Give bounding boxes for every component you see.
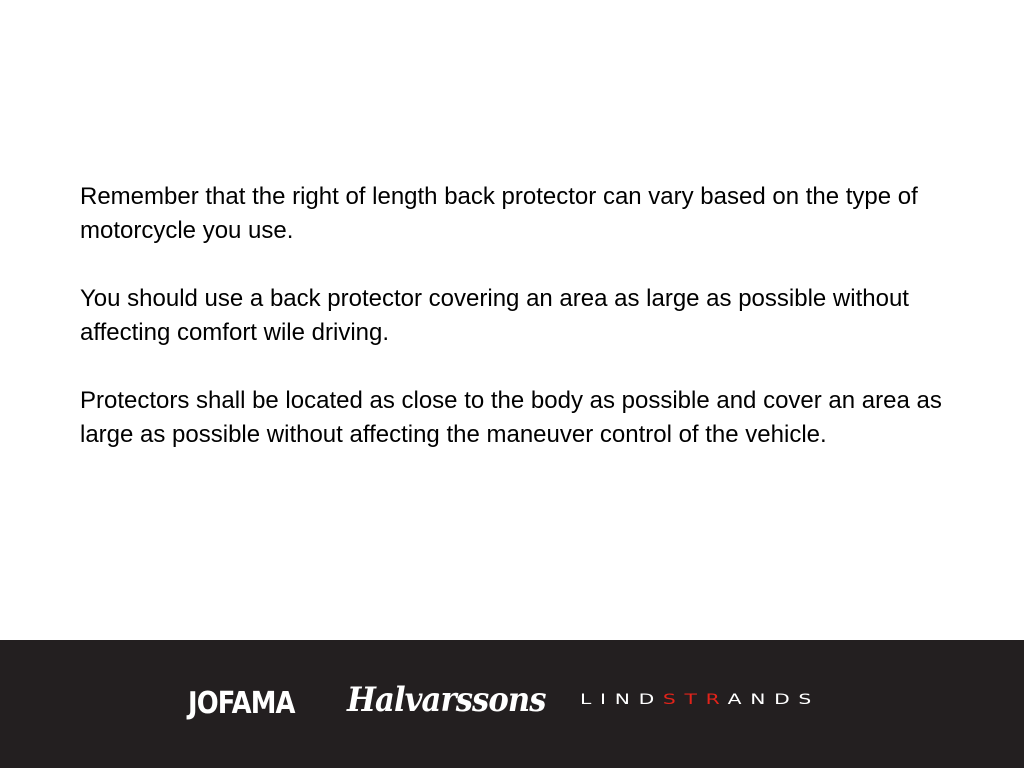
paragraph-motorcycle-type: Remember that the right of length back protector can vary based on the type of motorcycle you use. [80, 183, 918, 244]
paragraph-coverage-area: You should use a back protector covering an area as large as possible without affecting comfort wile driving. [80, 285, 909, 346]
paragraph-protector-location: Protectors shall be located as close to the body as possible and cover an area as large as possible without affecting the maneuver control of the vehicle. [80, 387, 942, 448]
lindstrands-logo [580, 692, 820, 708]
lindstrands-logo-part1: LIND [580, 692, 663, 708]
lindstrands-logo-part3: ANDS [727, 692, 820, 708]
jofama-logo: JOFAMA [188, 686, 295, 721]
slide-body-text [80, 180, 990, 486]
lindstrands-logo-part2: STR [662, 692, 728, 708]
halvarssons-logo: Halvarssons [347, 680, 546, 720]
